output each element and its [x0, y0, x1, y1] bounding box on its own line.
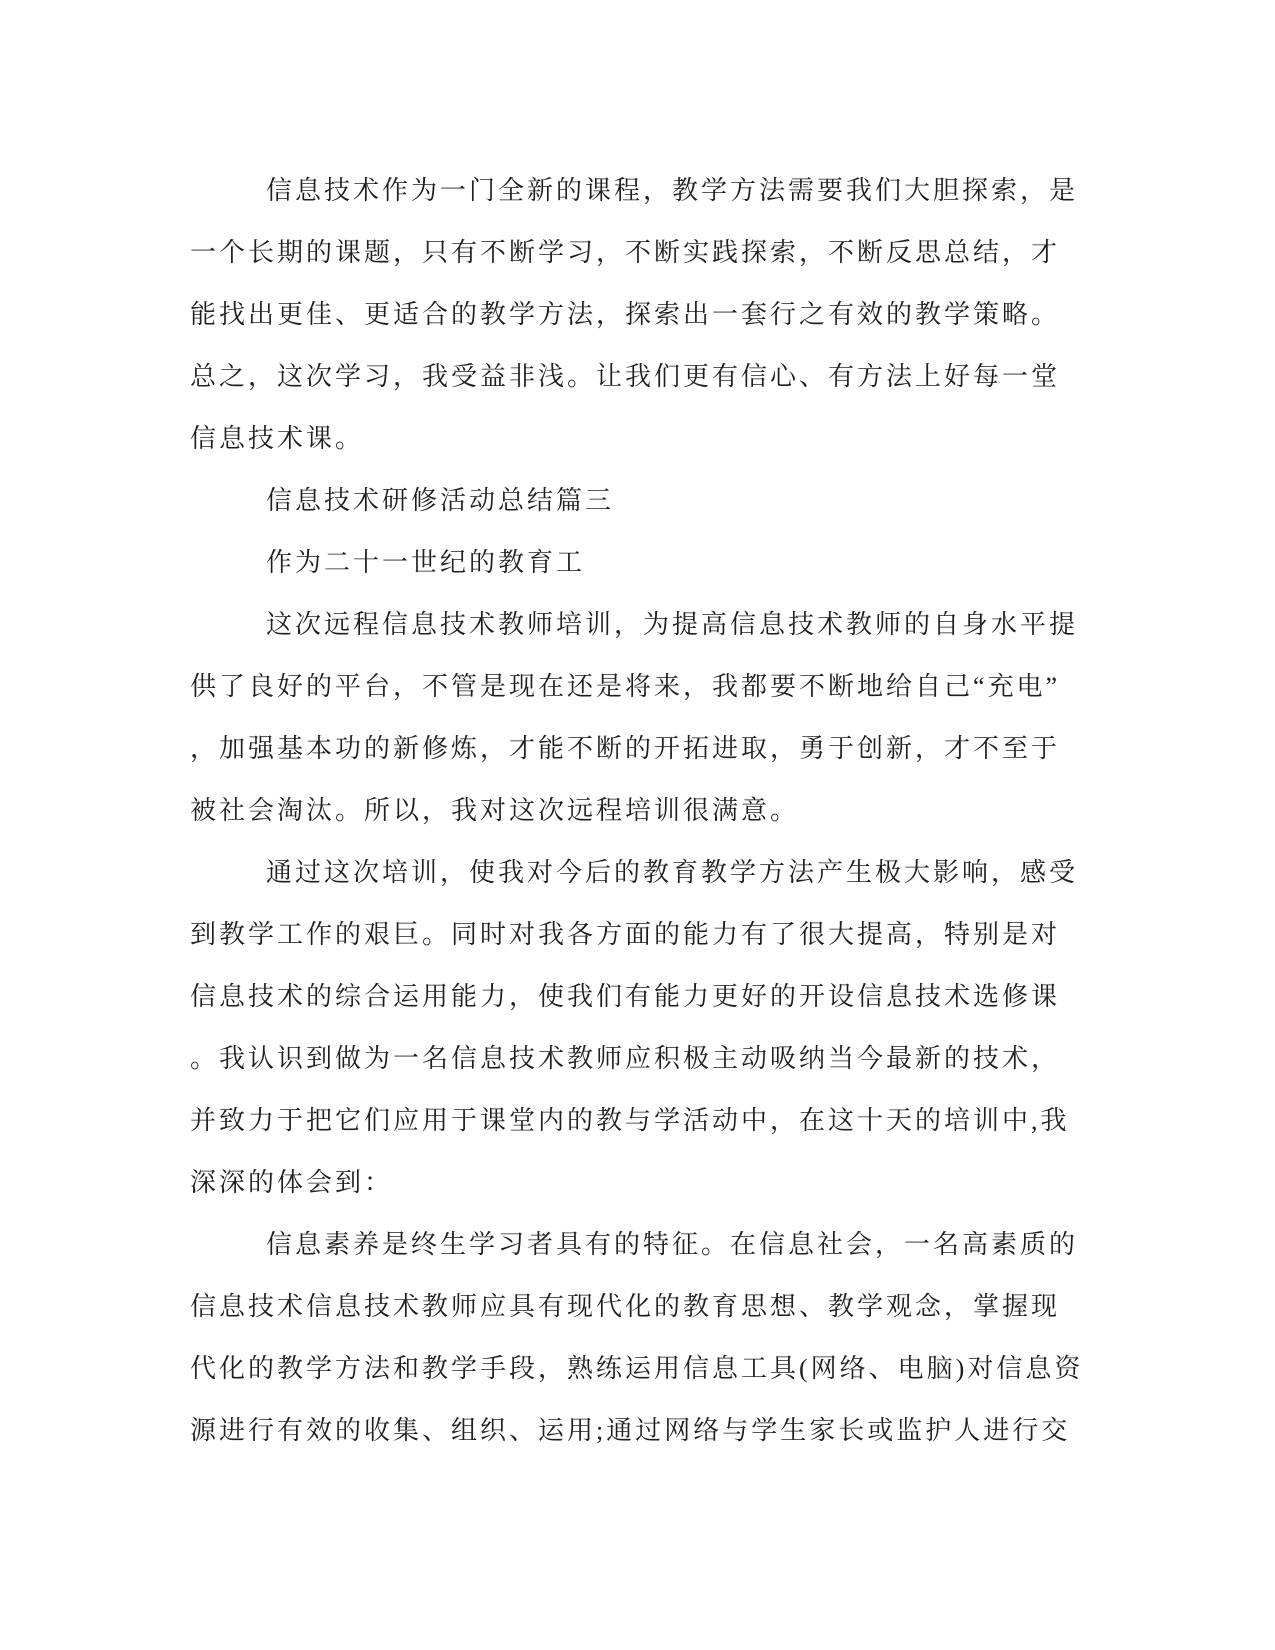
text-line: 作为二十一世纪的教育工	[266, 548, 586, 577]
text-line: 信息技术研修活动总结篇三	[266, 486, 615, 515]
text-line: 被社会淘汰。所以，我对这次远程培训很满意。	[190, 796, 800, 825]
paragraph	[190, 470, 1090, 532]
text-line: 代化的教学方法和教学手段，熟练运用信息工具(网络、电脑)对信息资	[190, 1354, 1084, 1383]
text-line: 这次远程信息技术教师培训，为提高信息技术教师的自身水平提	[266, 610, 1079, 639]
paragraph	[190, 594, 1090, 842]
paragraph	[190, 532, 1090, 594]
text-line: 供了良好的平台，不管是现在还是将来，我都要不断地给自己“充电”	[190, 672, 1061, 701]
paragraph	[190, 842, 1090, 1214]
text-line: 信息素养是终生学习者具有的特征。在信息社会，一名高素质的	[266, 1230, 1079, 1259]
text-line: 源进行有效的收集、组织、运用;通过网络与学生家长或监护人进行交	[190, 1416, 1071, 1445]
paragraph	[190, 160, 1090, 470]
document-body	[190, 160, 1090, 1462]
text-line: 能找出更佳、更适合的教学方法，探索出一套行之有效的教学策略。	[190, 300, 1061, 329]
text-line: 并致力于把它们应用于课堂内的教与学活动中，在这十天的培训中,我	[190, 1106, 1070, 1135]
text-line: 通过这次培训，使我对今后的教育教学方法产生极大影响，感受	[266, 858, 1079, 887]
text-line: 。我认识到做为一名信息技术教师应积极主动吸纳当今最新的技术，	[190, 1044, 1061, 1073]
text-line: 信息技术课。	[190, 424, 365, 453]
text-line: 信息技术信息技术教师应具有现代化的教育思想、教学观念，掌握现	[190, 1292, 1061, 1321]
text-line: 一个长期的课题，只有不断学习，不断实践探索，不断反思总结，才	[190, 238, 1061, 267]
paragraph	[190, 1214, 1090, 1462]
text-line: 到教学工作的艰巨。同时对我各方面的能力有了很大提高，特别是对	[190, 920, 1061, 949]
text-line: 信息技术的综合运用能力，使我们有能力更好的开设信息技术选修课	[190, 982, 1061, 1011]
text-line: 信息技术作为一门全新的课程，教学方法需要我们大胆探索，是	[266, 176, 1079, 205]
text-line: ，加强基本功的新修炼，才能不断的开拓进取，勇于创新，才不至于	[190, 734, 1061, 763]
text-line: 深深的体会到：	[190, 1168, 394, 1197]
text-line: 总之，这次学习，我受益非浅。让我们更有信心、有方法上好每一堂	[190, 362, 1061, 391]
